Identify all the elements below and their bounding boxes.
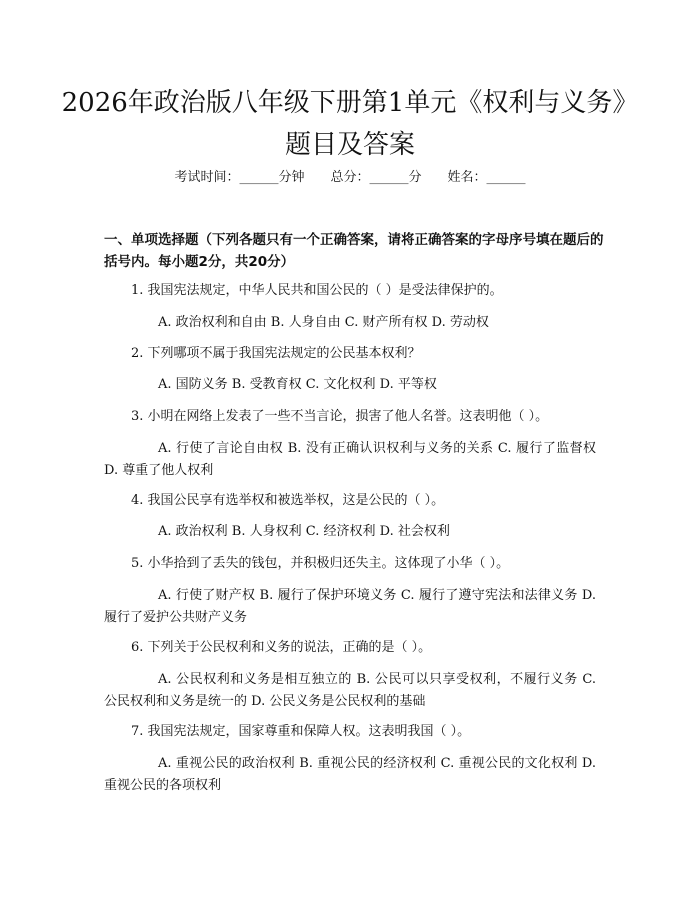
question-3-options: A. 行使了言论自由权 B. 没有正确认识权利与义务的关系 C. 履行了监督权 D. 尊重了他人权利 [104, 441, 596, 478]
question-1-options: A. 政治权利和自由 B. 人身自由 C. 财产所有权 D. 劳动权 [158, 315, 489, 330]
question-6-options: A. 公民权利和义务是相互独立的 B. 公民可以只享受权利，不履行义务 C. 公民权利和义务是统一的 D. 公民义务是公民权利的基础 [104, 672, 596, 709]
page-title: 2026年政治版八年级下册第1单元《权利与义务》题目及答案 [61, 88, 639, 160]
question-2-options: A. 国防义务 B. 受教育权 C. 文化权利 D. 平等权 [158, 377, 437, 392]
question-5: 5. 小华拾到了丢失的钱包，并积极归还失主。这体现了小华（ ）。 [131, 556, 510, 571]
question-7: 7. 我国宪法规定，国家尊重和保障人权。这表明我国（ ）。 [131, 724, 471, 739]
exam-time: 考试时间：______分钟 [174, 170, 305, 185]
student-name: 姓名：______ [447, 170, 526, 185]
question-2: 2. 下列哪项不属于我国宪法规定的公民基本权利？ [131, 346, 421, 361]
question-4-options: A. 政治权利 B. 人身权利 C. 经济权利 D. 社会权利 [158, 524, 450, 539]
question-6: 6. 下列关于公民权利和义务的说法，正确的是（ ）。 [131, 640, 432, 655]
exam-total-score: 总分：______分 [330, 170, 422, 185]
question-5-options: A. 行使了财产权 B. 履行了保护环境义务 C. 履行了遵守宪法和法律义务 D. 履行了爱护公共财产义务 [104, 588, 596, 625]
question-4: 4. 我国公民享有选举权和被选举权，这是公民的（ ）。 [131, 493, 445, 508]
exam-meta [0, 168, 700, 188]
question-3: 3. 小明在网络上发表了一些不当言论，损害了他人名誉。这表明他（ ）。 [131, 409, 549, 424]
question-7-options: A. 重视公民的政治权利 B. 重视公民的经济权利 C. 重视公民的文化权利 D. 重视公民的各项权利 [104, 756, 596, 793]
question-1: 1. 我国宪法规定，中华人民共和国公民的（ ）是受法律保护的。 [131, 283, 503, 298]
section-heading: 一、单项选择题（下列各题只有一个正确答案，请将正确答案的字母序号填在题后的括号内。每小题2分，共20分） [104, 232, 604, 270]
